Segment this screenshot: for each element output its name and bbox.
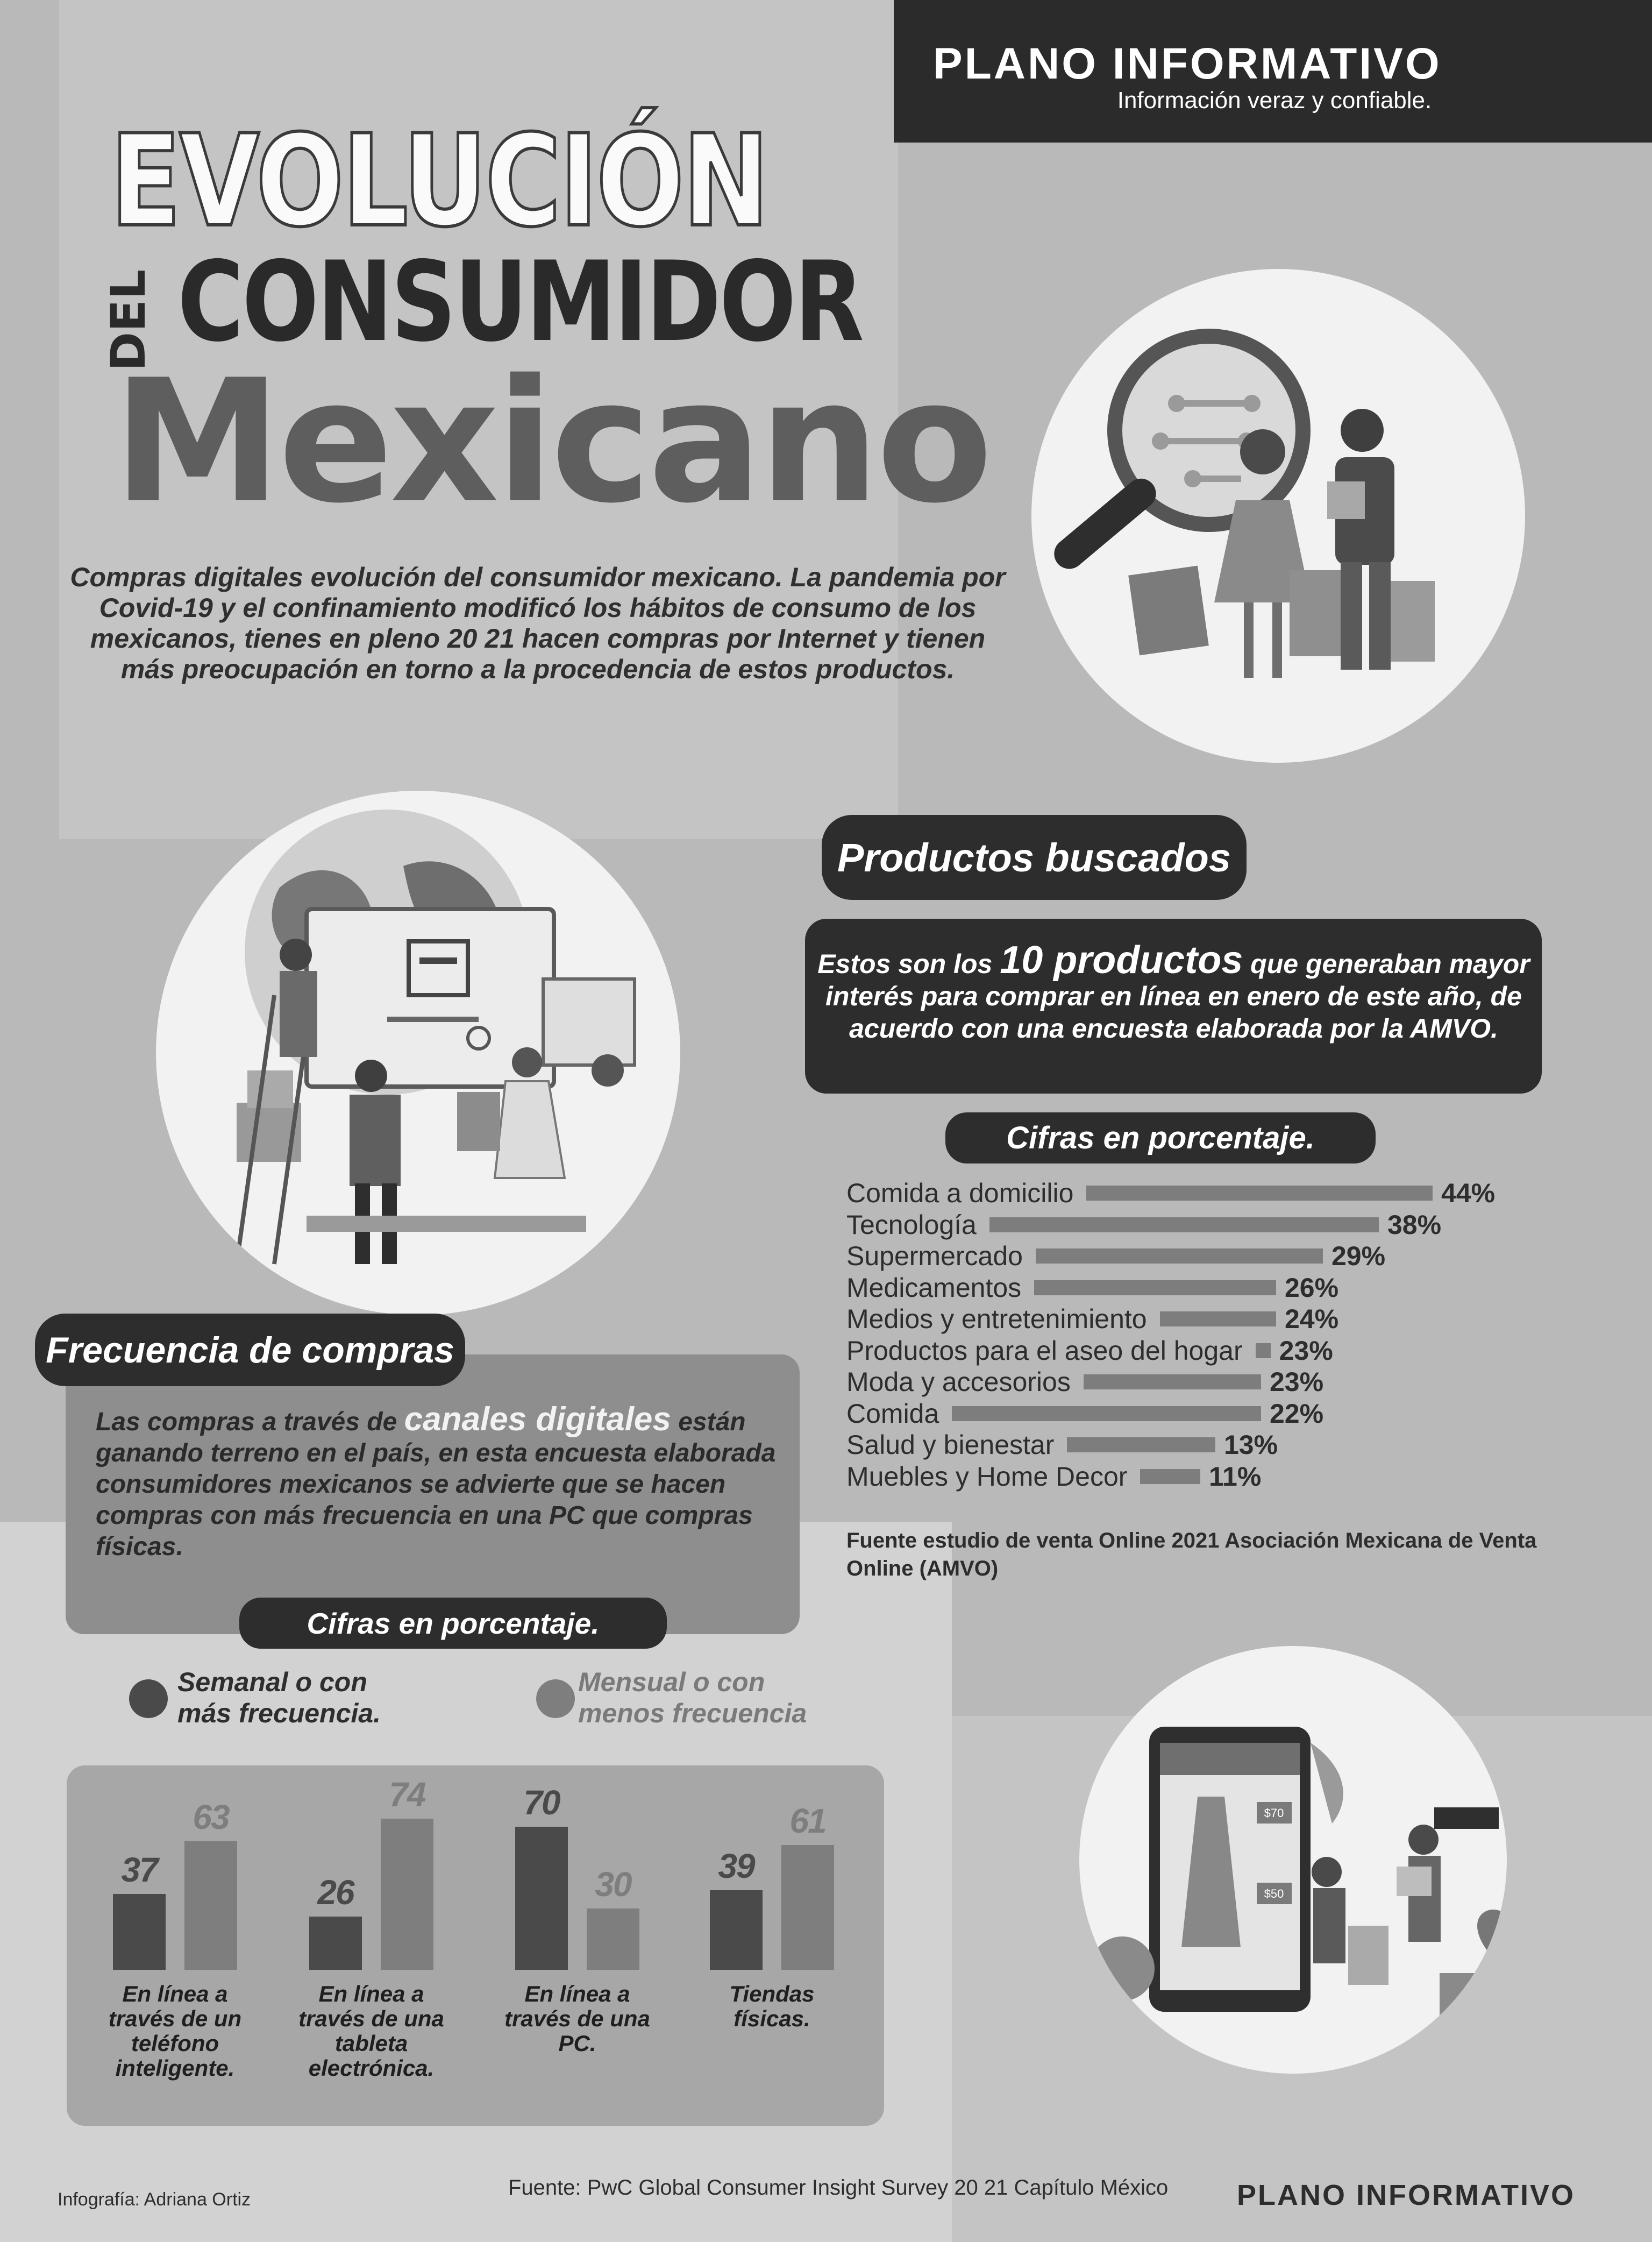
bar-value-6: 23%	[1270, 1367, 1324, 1397]
bar-label-5: Productos para el aseo del hogar	[846, 1335, 1243, 1366]
vbar-value-3-1: 61	[789, 1801, 826, 1841]
bar-6	[1084, 1374, 1261, 1389]
price-tag-50: $50	[1264, 1887, 1284, 1900]
legend-label-semanal: Semanal o con más frecuencia.	[177, 1667, 381, 1728]
footer-brand: PLANO INFORMATIVO	[1237, 2179, 1575, 2211]
bar-5	[1256, 1343, 1271, 1358]
vbar-value-2-0: 70	[523, 1783, 560, 1822]
vbar-1-1	[381, 1819, 433, 1970]
vbar-value-3-0: 39	[718, 1846, 754, 1885]
bar-4	[1160, 1311, 1276, 1326]
productos-source: Fuente estudio de venta Online 2021 Asociación Mexicana de Venta Online (AMVO)	[846, 1529, 1537, 1580]
brand-title: PLANO INFORMATIVO	[933, 39, 1442, 88]
frecuencia-desc: Las compras a través de canales digitales están ganando terreno en el país, en esta encuesta elaborada consumidores mexicanos se advierte que se hacen compras con más frecuencia en una PC que compras físicas.	[96, 1401, 776, 1561]
bar-3	[1034, 1280, 1276, 1295]
vbar-category-3: Tiendas físicas.	[729, 1981, 815, 2031]
vbar-category-2: En línea a través de una PC.	[504, 1981, 650, 2056]
bar-label-7: Comida	[846, 1398, 939, 1429]
ecommerce-illustration	[156, 791, 680, 1315]
productos-desc: Estos son los 10 productos que generaban mayor interés para comprar en línea en enero de este año, de acuerdo con una encuesta elaborada por la AMVO.	[817, 939, 1530, 1044]
bar-7	[952, 1406, 1261, 1421]
bar-value-4: 24%	[1285, 1304, 1339, 1334]
vbar-value-1-1: 74	[389, 1775, 425, 1814]
bar-2	[1036, 1248, 1323, 1264]
bar-label-0: Comida a domicilio	[846, 1178, 1074, 1208]
legend-swatch-mensual	[536, 1679, 575, 1718]
legend-swatch-semanal	[129, 1679, 168, 1718]
bar-value-9: 11%	[1209, 1461, 1262, 1492]
vbar-0-1	[184, 1841, 237, 1970]
bar-9	[1140, 1469, 1200, 1484]
legend-label-mensual: Mensual o con menos frecuencia	[578, 1667, 807, 1728]
vbar-value-2-1: 30	[595, 1865, 631, 1904]
bar-value-5: 23%	[1279, 1335, 1333, 1366]
vbar-3-0	[710, 1890, 763, 1970]
shoppers-illustration	[1031, 269, 1525, 763]
bar-label-1: Tecnología	[846, 1209, 977, 1240]
productos-heading: Productos buscados	[822, 815, 1247, 900]
title-del: DEL	[101, 269, 156, 371]
bar-label-3: Medicamentos	[846, 1272, 1022, 1303]
vbar-value-0-0: 37	[121, 1850, 158, 1890]
bar-value-8: 13%	[1224, 1430, 1278, 1460]
brand-tagline: Información veraz y confiable.	[1117, 87, 1432, 113]
title-consumidor: CONSUMIDOR	[177, 238, 863, 366]
mobile-store-illustration	[1079, 1646, 1507, 2074]
vbar-category-0: En línea a través de un teléfono inteligente.	[108, 1981, 242, 2081]
title-mexicano: Mexicano	[113, 344, 990, 541]
vbar-category-1: En línea a través de una tableta electrónica.	[298, 1981, 444, 2081]
bar-label-6: Moda y accesorios	[846, 1367, 1071, 1397]
bar-value-2: 29%	[1331, 1241, 1386, 1271]
title-evolucion: EVOLUCIÓN	[110, 108, 768, 255]
bar-label-9: Muebles y Home Decor	[846, 1461, 1128, 1492]
bar-8	[1067, 1437, 1215, 1452]
footer-source: Fuente: PwC Global Consumer Insight Survey 20 21 Capítulo México	[508, 2176, 1169, 2200]
bar-0	[1086, 1186, 1433, 1201]
bar-value-0: 44%	[1441, 1178, 1496, 1208]
bar-value-1: 38%	[1387, 1209, 1442, 1240]
intro-text: Compras digitales evolución del consumidor mexicano. La pandemia por Covid-19 y el confinamiento modificó los hábitos de consumo de los mexicanos, tienes en pleno 20 21 hacen compras por Internet y tienen más preocupación en torno a la procedencia de estos productos.	[70, 562, 1006, 684]
bar-label-8: Salud y bienestar	[846, 1430, 1055, 1460]
vbar-2-0	[515, 1827, 568, 1970]
frecuencia-cifras-label: Cifras en porcentaje.	[239, 1598, 667, 1649]
vbar-3-1	[781, 1845, 834, 1970]
vbar-value-0-1: 63	[193, 1797, 229, 1836]
bar-label-2: Supermercado	[846, 1241, 1023, 1271]
bar-value-3: 26%	[1285, 1272, 1339, 1303]
bar-1	[989, 1217, 1379, 1232]
bar-label-4: Medios y entretenimiento	[846, 1304, 1147, 1334]
productos-cifras-label: Cifras en porcentaje.	[945, 1112, 1376, 1163]
vbar-value-1-0: 26	[317, 1873, 354, 1912]
vbar-1-0	[309, 1917, 362, 1970]
vbar-0-0	[113, 1894, 166, 1970]
bar-value-7: 22%	[1270, 1398, 1324, 1429]
vbar-2-1	[587, 1908, 639, 1970]
footer-credit: Infografía: Adriana Ortiz	[58, 2189, 251, 2210]
price-tag-70: $70	[1264, 1806, 1284, 1820]
frecuencia-heading: Frecuencia de compras	[35, 1314, 465, 1386]
